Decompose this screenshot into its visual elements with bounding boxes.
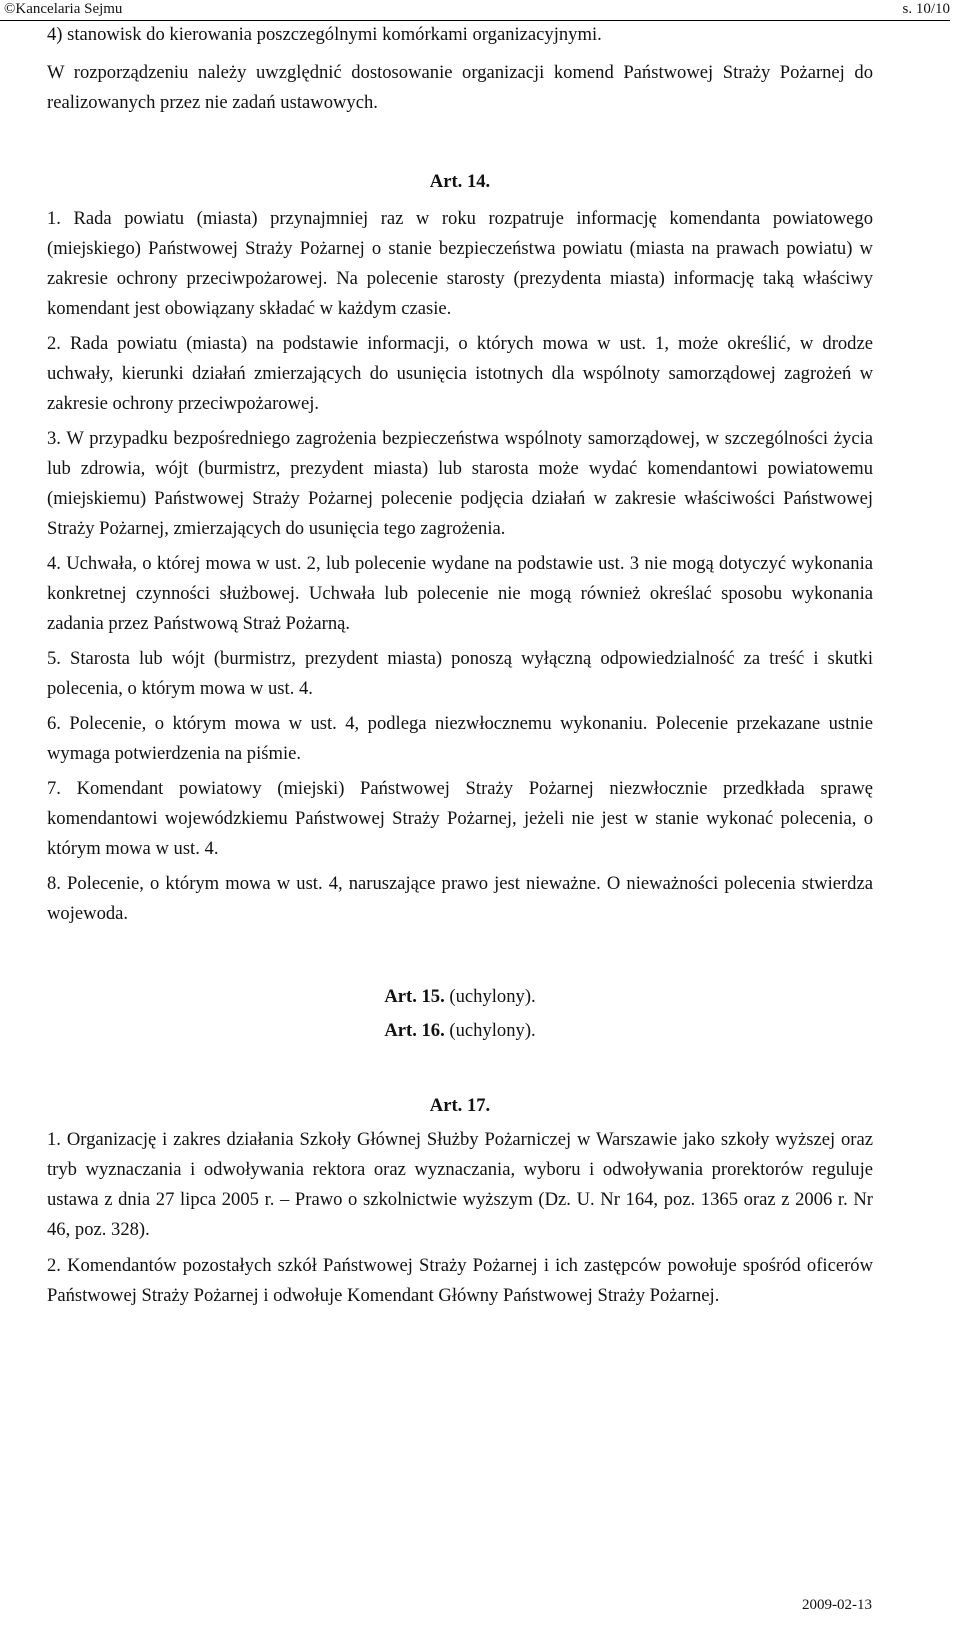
list-item-4: 4) stanowisk do kierowania poszczególnymi komórkami organizacyjnymi.	[47, 24, 602, 45]
art-14-ust-6: 6. Polecenie, o którym mowa w ust. 4, podlega niezwłocznemu wykonaniu. Polecenie przekazane ustnie wymaga potwierdzenia na piśmie.	[47, 713, 873, 764]
art-14-ust-1: 1. Rada powiatu (miasta) przynajmniej raz w roku rozpatruje informację komendanta powiatowego (miejskiego) Państwowej Straży Pożarnej o stanie bezpieczeństwa powiatu (miasta na prawach powiatu) w zakresie ochrony przeciwpożarowej. Na polecenie starosty (prezydenta miasta) informację taką właściwy komendant jest obowiązany składać w każdym czasie.	[47, 208, 873, 319]
art-17-ust-2: 2. Komendantów pozostałych szkół Państwowej Straży Pożarnej i ich zastępców powołuje spośród oficerów Państwowej Straży Pożarnej i odwołuje Komendant Główny Państwowej Straży Pożarnej.	[47, 1255, 873, 1306]
regulation-paragraph: W rozporządzeniu należy uwzględnić dostosowanie organizacji komend Państwowej Straży Pożarnej do realizowanych przez nie zadań ustawowych.	[47, 62, 873, 113]
art-14-heading: Art. 14.	[429, 171, 491, 192]
art-14-ust-3: 3. W przypadku bezpośredniego zagrożenia bezpieczeństwa wspólnoty samorządowej, w szczególności życia lub zdrowia, wójt (burmistrz, prezydent miasta) lub starosta może wydać komendantowi powiatowemu (miejskiemu) Państwowej Straży Pożarnej polecenie podjęcia działań w zakresie właściwości Państwowej Straży Pożarnej, zmierzających do usunięcia tego zagrożenia.	[47, 428, 873, 539]
document-body	[47, 20, 873, 1311]
header-publisher: ©Kancelaria Sejmu	[4, 1, 123, 17]
art-14-ust-8: 8. Polecenie, o którym mowa w ust. 4, naruszające prawo jest nieważne. O nieważności polecenia stwierdza wojewoda.	[47, 873, 873, 924]
header-page-number: s. 10/10	[902, 1, 950, 17]
art-15-title: Art. 15.	[384, 986, 445, 1007]
art-14-ust-5: 5. Starosta lub wójt (burmistrz, prezydent miasta) ponoszą wyłączną odpowiedzialność za treść i skutki polecenia, o którym mowa w ust. 4.	[47, 648, 873, 699]
footer-date: 2009-02-13	[802, 1597, 872, 1613]
art-14-ust-4: 4. Uchwała, o której mowa w ust. 2, lub polecenie wydane na podstawie ust. 3 nie mogą dotyczyć wykonania konkretnej czynności służbowej. Uchwała lub polecenie nie mogą również określać sposobu wykonania zadania przez Państwową Straż Pożarną.	[47, 553, 873, 634]
art-17-heading: Art. 17.	[429, 1095, 491, 1116]
art-17-ust-1: 1. Organizację i zakres działania Szkoły Głównej Służby Pożarniczej w Warszawie jako szkoły wyższej oraz tryb wyznaczania i odwoływania rektora oraz wyznaczania, wyboru i odwoływania prorektorów reguluje ustawa z dnia 27 lipca 2005 r. – Prawo o szkolnictwie wyższym (Dz. U. Nr 164, poz. 1365 oraz z 2006 r. Nr 46, poz. 328).	[47, 1129, 873, 1240]
art-16-heading	[47, 1016, 873, 1046]
art-16-title: Art. 16.	[384, 1020, 445, 1041]
art-15-heading	[47, 982, 873, 1012]
art-14-ust-7: 7. Komendant powiatowy (miejski) Państwowej Straży Pożarnej niezwłocznie przedkłada sprawę komendantowi wojewódzkiemu Państwowej Straży Pożarnej, jeżeli nie jest w stanie wykonać polecenia, o którym mowa w ust. 4.	[47, 778, 873, 859]
art-14-ust-2: 2. Rada powiatu (miasta) na podstawie informacji, o których mowa w ust. 1, może określić, w drodze uchwały, kierunki działań zmierzających do usunięcia istotnych dla wspólnoty samorządowej zagrożeń w zakresie ochrony przeciwpożarowej.	[47, 333, 873, 414]
page-header	[0, 0, 950, 21]
art-16-status: (uchylony).	[449, 1020, 536, 1041]
art-15-status: (uchylony).	[449, 986, 536, 1007]
